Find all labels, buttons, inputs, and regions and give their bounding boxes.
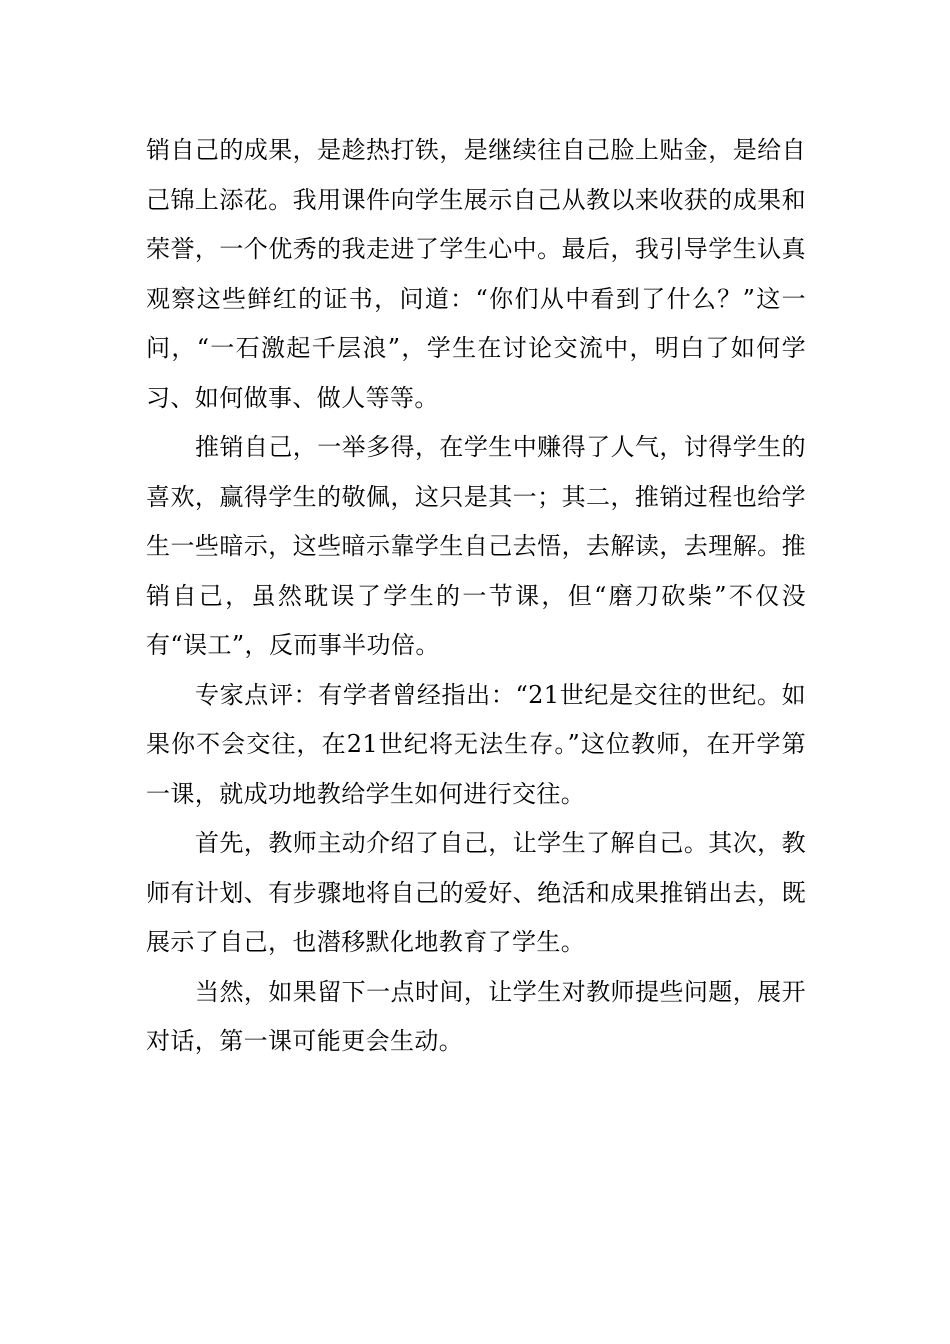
paragraph-1: 销自己的成果，是趁热打铁，是继续往自己脸上贴金，是给自己锦上添花。我用课件向学生展示自己从教以来收获的成果和荣誉，一个优秀的我走进了学生心中。最后，我引导学生认真观察这些鲜红的证书，问道：“你们从中看到了什么？”这一问，“一石激起千层浪”，学生在讨论交流中，明白了如何学习、如何做事、做人等等。 bbox=[146, 136, 806, 412]
paragraph-2: 推销自己，一举多得，在学生中赚得了人气，讨得学生的喜欢，赢得学生的敬佩，这只是其一；其二，推销过程也给学生一些暗示，这些暗示靠学生自己去悟，去解读，去理解。推销自己，虽然耽误了学生的一节课，但“磨刀砍柴”不仅没有“误工”，反而事半功倍。 bbox=[146, 433, 806, 659]
document-page bbox=[146, 126, 806, 1067]
paragraph-3: 专家点评：有学者曾经指出：“21世纪是交往的世纪。如果你不会交往，在21世纪将无法生存。”这位教师，在开学第一课，就成功地教给学生如何进行交往。 bbox=[146, 680, 806, 808]
paragraph-5: 当然，如果留下一点时间，让学生对教师提些问题，展开对话，第一课可能更会生动。 bbox=[146, 977, 806, 1055]
paragraph-4: 首先，教师主动介绍了自己，让学生了解自己。其次，教师有计划、有步骤地将自己的爱好、绝活和成果推销出去，既展示了自己，也潜移默化地教育了学生。 bbox=[146, 829, 806, 956]
